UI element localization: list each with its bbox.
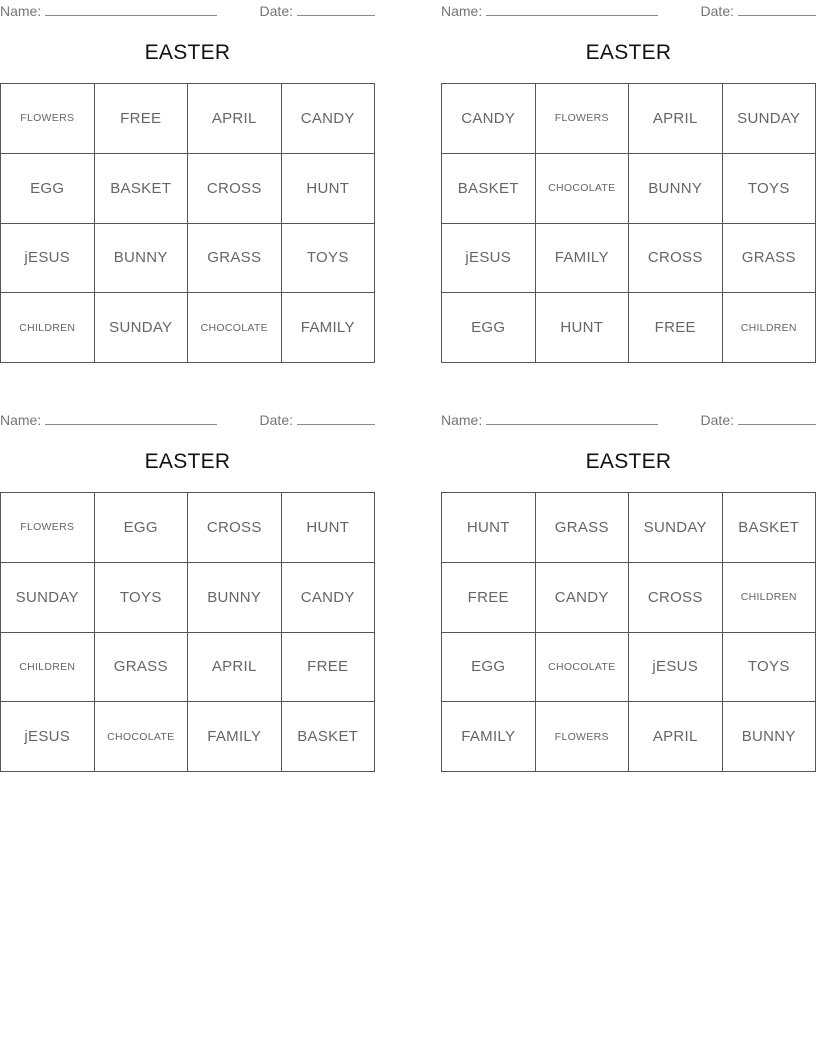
bingo-cell: APRIL bbox=[188, 633, 282, 703]
bingo-cell: CHOCOLATE bbox=[536, 154, 630, 224]
bingo-cell: CHILDREN bbox=[1, 293, 95, 363]
bingo-cell: CROSS bbox=[629, 224, 723, 294]
bingo-cell: TOYS bbox=[282, 224, 376, 294]
bingo-cell: CANDY bbox=[282, 84, 376, 154]
bingo-cell: CANDY bbox=[282, 563, 376, 633]
bingo-cell: TOYS bbox=[723, 154, 816, 224]
bingo-cell: FLOWERS bbox=[1, 493, 95, 563]
name-field[interactable] bbox=[0, 411, 217, 428]
bingo-cell: SUNDAY bbox=[723, 84, 816, 154]
date-label: Date: bbox=[259, 412, 293, 428]
date-field[interactable] bbox=[701, 2, 816, 19]
bingo-card-4 bbox=[441, 409, 816, 772]
bingo-cell: APRIL bbox=[629, 702, 723, 772]
card-title: EASTER bbox=[585, 450, 672, 473]
bingo-cell: CHILDREN bbox=[723, 293, 816, 363]
name-label: Name: bbox=[0, 412, 42, 428]
bingo-cell: BUNNY bbox=[723, 702, 816, 772]
bingo-cell: HUNT bbox=[442, 493, 536, 563]
bingo-cell: APRIL bbox=[188, 84, 282, 154]
bingo-cell: HUNT bbox=[536, 293, 630, 363]
bingo-cell: EGG bbox=[442, 633, 536, 703]
bingo-cell: jESUS bbox=[629, 633, 723, 703]
name-field[interactable] bbox=[0, 2, 217, 19]
bingo-cell: BASKET bbox=[282, 702, 376, 772]
bingo-cell: BASKET bbox=[442, 154, 536, 224]
bingo-cell: FREE bbox=[629, 293, 723, 363]
card-title: EASTER bbox=[585, 41, 672, 64]
date-field[interactable] bbox=[260, 2, 375, 19]
date-label: Date: bbox=[259, 3, 293, 19]
name-label: Name: bbox=[0, 3, 42, 19]
bingo-card-2 bbox=[441, 0, 816, 363]
bingo-cell: TOYS bbox=[723, 633, 816, 703]
card-header bbox=[0, 2, 375, 20]
bingo-cell: EGG bbox=[95, 493, 189, 563]
bingo-cell: APRIL bbox=[629, 84, 723, 154]
bingo-cell: TOYS bbox=[95, 563, 189, 633]
bingo-cell: GRASS bbox=[536, 493, 630, 563]
date-line bbox=[738, 411, 816, 425]
bingo-cell: GRASS bbox=[723, 224, 816, 294]
date-label: Date: bbox=[700, 3, 734, 19]
bingo-cell: GRASS bbox=[95, 633, 189, 703]
bingo-cell: CHOCOLATE bbox=[536, 633, 630, 703]
bingo-cell: SUNDAY bbox=[629, 493, 723, 563]
bingo-cell: CROSS bbox=[188, 493, 282, 563]
bingo-grid bbox=[441, 492, 816, 772]
bingo-cell: CROSS bbox=[629, 563, 723, 633]
bingo-cell: HUNT bbox=[282, 154, 376, 224]
bingo-cell: jESUS bbox=[1, 702, 95, 772]
bingo-cell: FREE bbox=[282, 633, 376, 703]
date-line bbox=[297, 2, 375, 16]
card-title: EASTER bbox=[144, 41, 231, 64]
bingo-cell: CHOCOLATE bbox=[188, 293, 282, 363]
bingo-grid bbox=[0, 492, 375, 772]
bingo-grid bbox=[0, 83, 375, 363]
date-line bbox=[738, 2, 816, 16]
name-line bbox=[45, 411, 217, 425]
bingo-cell: jESUS bbox=[442, 224, 536, 294]
bingo-cell: CANDY bbox=[442, 84, 536, 154]
bingo-cell: FREE bbox=[95, 84, 189, 154]
card-header bbox=[441, 2, 816, 20]
name-line bbox=[45, 2, 217, 16]
card-header bbox=[0, 411, 375, 429]
bingo-cell: BUNNY bbox=[95, 224, 189, 294]
bingo-cell: CHOCOLATE bbox=[95, 702, 189, 772]
bingo-cell: EGG bbox=[1, 154, 95, 224]
bingo-cell: jESUS bbox=[1, 224, 95, 294]
bingo-cell: CHILDREN bbox=[723, 563, 816, 633]
name-line bbox=[486, 2, 658, 16]
bingo-cell: FLOWERS bbox=[536, 702, 630, 772]
name-line bbox=[486, 411, 658, 425]
bingo-cell: FAMILY bbox=[188, 702, 282, 772]
bingo-cell: FAMILY bbox=[442, 702, 536, 772]
bingo-cell: SUNDAY bbox=[95, 293, 189, 363]
bingo-cell: FLOWERS bbox=[536, 84, 630, 154]
bingo-card-1 bbox=[0, 0, 375, 363]
bingo-cell: FAMILY bbox=[282, 293, 376, 363]
date-field[interactable] bbox=[701, 411, 816, 428]
bingo-cell: FREE bbox=[442, 563, 536, 633]
name-label: Name: bbox=[441, 412, 483, 428]
card-header bbox=[441, 411, 816, 429]
bingo-cell: CROSS bbox=[188, 154, 282, 224]
bingo-cell: GRASS bbox=[188, 224, 282, 294]
card-title: EASTER bbox=[144, 450, 231, 473]
name-field[interactable] bbox=[441, 2, 658, 19]
date-line bbox=[297, 411, 375, 425]
bingo-cell: CHILDREN bbox=[1, 633, 95, 703]
bingo-cell: HUNT bbox=[282, 493, 376, 563]
bingo-cell: BASKET bbox=[95, 154, 189, 224]
bingo-cell: BUNNY bbox=[188, 563, 282, 633]
bingo-cell: BASKET bbox=[723, 493, 816, 563]
bingo-cell: FAMILY bbox=[536, 224, 630, 294]
name-label: Name: bbox=[441, 3, 483, 19]
bingo-grid bbox=[441, 83, 816, 363]
bingo-cell: SUNDAY bbox=[1, 563, 95, 633]
bingo-cell: BUNNY bbox=[629, 154, 723, 224]
bingo-cell: CANDY bbox=[536, 563, 630, 633]
name-field[interactable] bbox=[441, 411, 658, 428]
date-label: Date: bbox=[700, 412, 734, 428]
date-field[interactable] bbox=[260, 411, 375, 428]
bingo-cell: EGG bbox=[442, 293, 536, 363]
bingo-card-3 bbox=[0, 409, 375, 772]
bingo-cell: FLOWERS bbox=[1, 84, 95, 154]
